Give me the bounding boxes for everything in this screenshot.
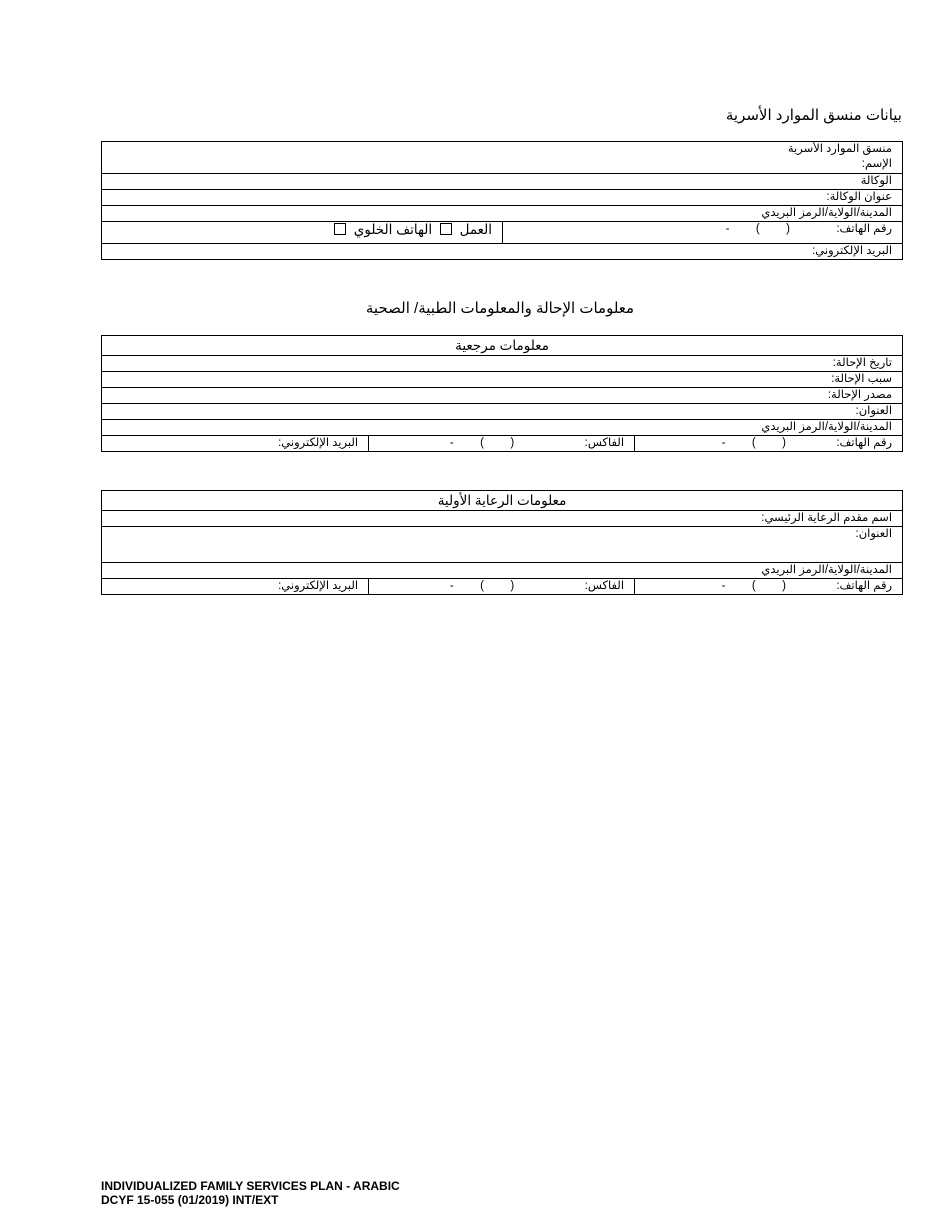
primary-care-city-field[interactable]	[102, 563, 903, 579]
referral-city-label: المدينة/الولاية/الرمز البريدي	[761, 421, 893, 433]
referral-phone-field[interactable]	[635, 436, 903, 452]
referral-fax-paren-open: (	[510, 437, 515, 449]
city-state-zip-label: المدينة/الولاية/الرمز البريدي	[761, 207, 893, 219]
referral-fax-field[interactable]	[369, 436, 635, 452]
referral-address-label: العنوان:	[855, 405, 893, 417]
primary-care-fax-dash: -	[449, 580, 454, 592]
referral-fax-dash: -	[449, 437, 454, 449]
primary-care-fax-paren-close: )	[480, 580, 484, 592]
email-field[interactable]	[102, 244, 903, 260]
phone-type-options	[102, 222, 503, 244]
phone-label: رقم الهاتف:	[836, 223, 893, 235]
referral-city-field[interactable]	[102, 420, 903, 436]
primary-care-city-label: المدينة/الولاية/الرمز البريدي	[761, 564, 893, 576]
referral-fax-paren-close: )	[480, 437, 484, 449]
primary-care-address-label: العنوان:	[855, 528, 893, 540]
referral-address-field[interactable]	[102, 404, 903, 420]
referral-phone-paren-open: (	[782, 437, 786, 449]
referral-date-field[interactable]	[102, 356, 903, 372]
referral-table	[101, 335, 903, 452]
provider-name-field[interactable]	[102, 511, 903, 527]
referral-source-label: مصدر الإحالة:	[827, 389, 893, 401]
provider-name-label: اسم مقدم الرعاية الرئيسي:	[761, 512, 893, 524]
family-resources-title: بيانات منسق الموارد الأسرية	[725, 107, 902, 124]
agency-label: الوكالة	[860, 175, 893, 187]
referral-phone-paren-close: )	[751, 437, 756, 449]
primary-care-fax-paren-open: (	[510, 580, 515, 592]
cell-label: الهاتف الخلوي	[353, 222, 433, 237]
agency-field[interactable]	[102, 174, 903, 190]
primary-care-phone-dash: -	[721, 580, 726, 592]
family-resources-table	[101, 141, 903, 260]
primary-care-fax-field[interactable]	[369, 579, 635, 595]
referral-email-field[interactable]	[102, 436, 369, 452]
name-label: الإسم:	[861, 158, 893, 170]
form-number: DCYF 15-055 (01/2019) INT/EXT	[101, 1193, 279, 1207]
work-label: العمل	[459, 222, 493, 237]
primary-care-phone-paren-close: )	[751, 580, 756, 592]
referral-source-field[interactable]	[102, 388, 903, 404]
primary-care-table-title: معلومات الرعاية الأولية	[102, 491, 903, 511]
phone-field[interactable]	[503, 222, 903, 244]
referral-fax-label: الفاكس:	[584, 437, 625, 449]
phone-paren-close: )	[755, 223, 760, 235]
phone-paren-open: (	[786, 223, 790, 235]
referral-reason-field[interactable]	[102, 372, 903, 388]
primary-care-fax-label: الفاكس:	[584, 580, 625, 592]
form-footer	[101, 1179, 400, 1207]
referral-table-title: معلومات مرجعية	[102, 336, 903, 356]
primary-care-table	[101, 490, 903, 595]
referral-reason-label: سبب الإحالة:	[831, 373, 893, 385]
primary-care-address-field[interactable]	[102, 527, 903, 563]
referral-phone-label: رقم الهاتف:	[836, 437, 893, 449]
form-title: INDIVIDUALIZED FAMILY SERVICES PLAN - ARABIC	[101, 1179, 400, 1193]
coordinator-name-field[interactable]	[102, 142, 903, 174]
primary-care-phone-label: رقم الهاتف:	[836, 580, 893, 592]
primary-care-email-label: البريد الإلكتروني:	[278, 580, 359, 592]
primary-care-phone-field[interactable]	[635, 579, 903, 595]
referral-date-label: تاريخ الإحالة:	[832, 357, 893, 369]
phone-dash: -	[725, 223, 730, 235]
referral-phone-dash: -	[721, 437, 726, 449]
email-label: البريد الإلكتروني:	[812, 245, 893, 257]
work-checkbox[interactable]	[440, 223, 452, 235]
agency-address-field[interactable]	[102, 190, 903, 206]
referral-section-title: معلومات الإحالة والمعلومات الطبية/ الصحية	[365, 300, 635, 317]
city-state-zip-field[interactable]	[102, 206, 903, 222]
cell-checkbox[interactable]	[334, 223, 346, 235]
primary-care-email-field[interactable]	[102, 579, 369, 595]
agency-address-label: عنوان الوكالة:	[826, 191, 893, 203]
coordinator-label: منسق الموارد الأسرية	[787, 143, 893, 155]
referral-email-label: البريد الإلكتروني:	[278, 437, 359, 449]
primary-care-phone-paren-open: (	[782, 580, 786, 592]
